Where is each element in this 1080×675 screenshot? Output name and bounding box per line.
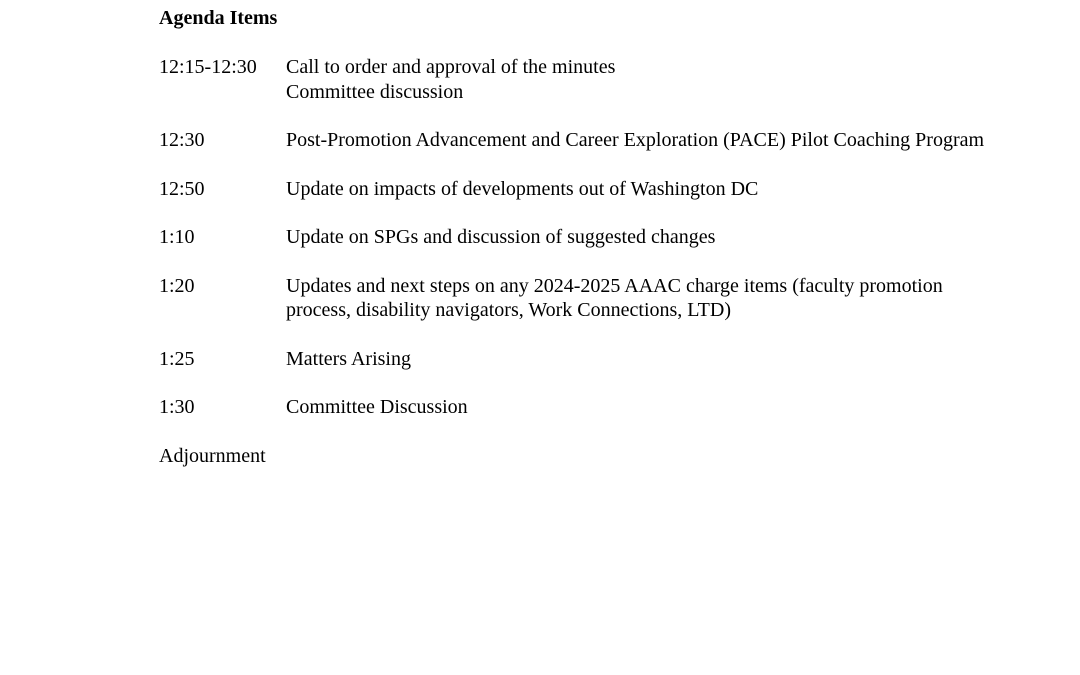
agenda-item-line: Post-Promotion Advancement and Career Exploration (PACE) Pilot Coaching Program [286,129,985,151]
agenda-heading: Agenda Items [159,7,278,29]
agenda-document [159,6,1019,468]
agenda-item-time: 12:15-12:30 [159,56,257,78]
agenda-item [159,55,1019,104]
agenda-item-time: 1:20 [159,274,195,297]
agenda-item [159,347,1019,372]
agenda-item-line: Committee discussion [286,80,464,103]
agenda-item [159,395,1019,420]
agenda-item [159,274,1019,323]
agenda-item-time: 12:30 [159,129,205,151]
agenda-item-description [286,395,996,420]
agenda-item [159,128,1019,153]
agenda-item-time: 1:30 [159,396,195,418]
agenda-item-time: 1:25 [159,347,195,370]
agenda-item-time: 12:50 [159,177,205,200]
agenda-item-description [286,274,996,323]
agenda-item-description [286,177,996,202]
agenda-item-description [286,225,996,250]
agenda-item-line: Updates and next steps on any 2024-2025 AAAC charge items (faculty promotion process, disability navigators, Work Connections, LTD) [286,274,943,321]
agenda-item-description [286,55,996,104]
agenda-item-description [286,347,996,372]
agenda-item [159,225,1019,250]
agenda-item-line: Committee Discussion [286,396,468,418]
agenda-item-line: Update on impacts of developments out of Washington DC [286,177,759,200]
agenda-item-time: 1:10 [159,226,195,248]
agenda-item-line: Matters Arising [286,347,411,370]
agenda-item-line: Update on SPGs and discussion of suggested changes [286,226,716,248]
adjournment: Adjournment [159,444,266,467]
agenda-item-description [286,128,996,153]
agenda-item [159,177,1019,202]
agenda-item-line: Call to order and approval of the minutes [286,56,616,78]
